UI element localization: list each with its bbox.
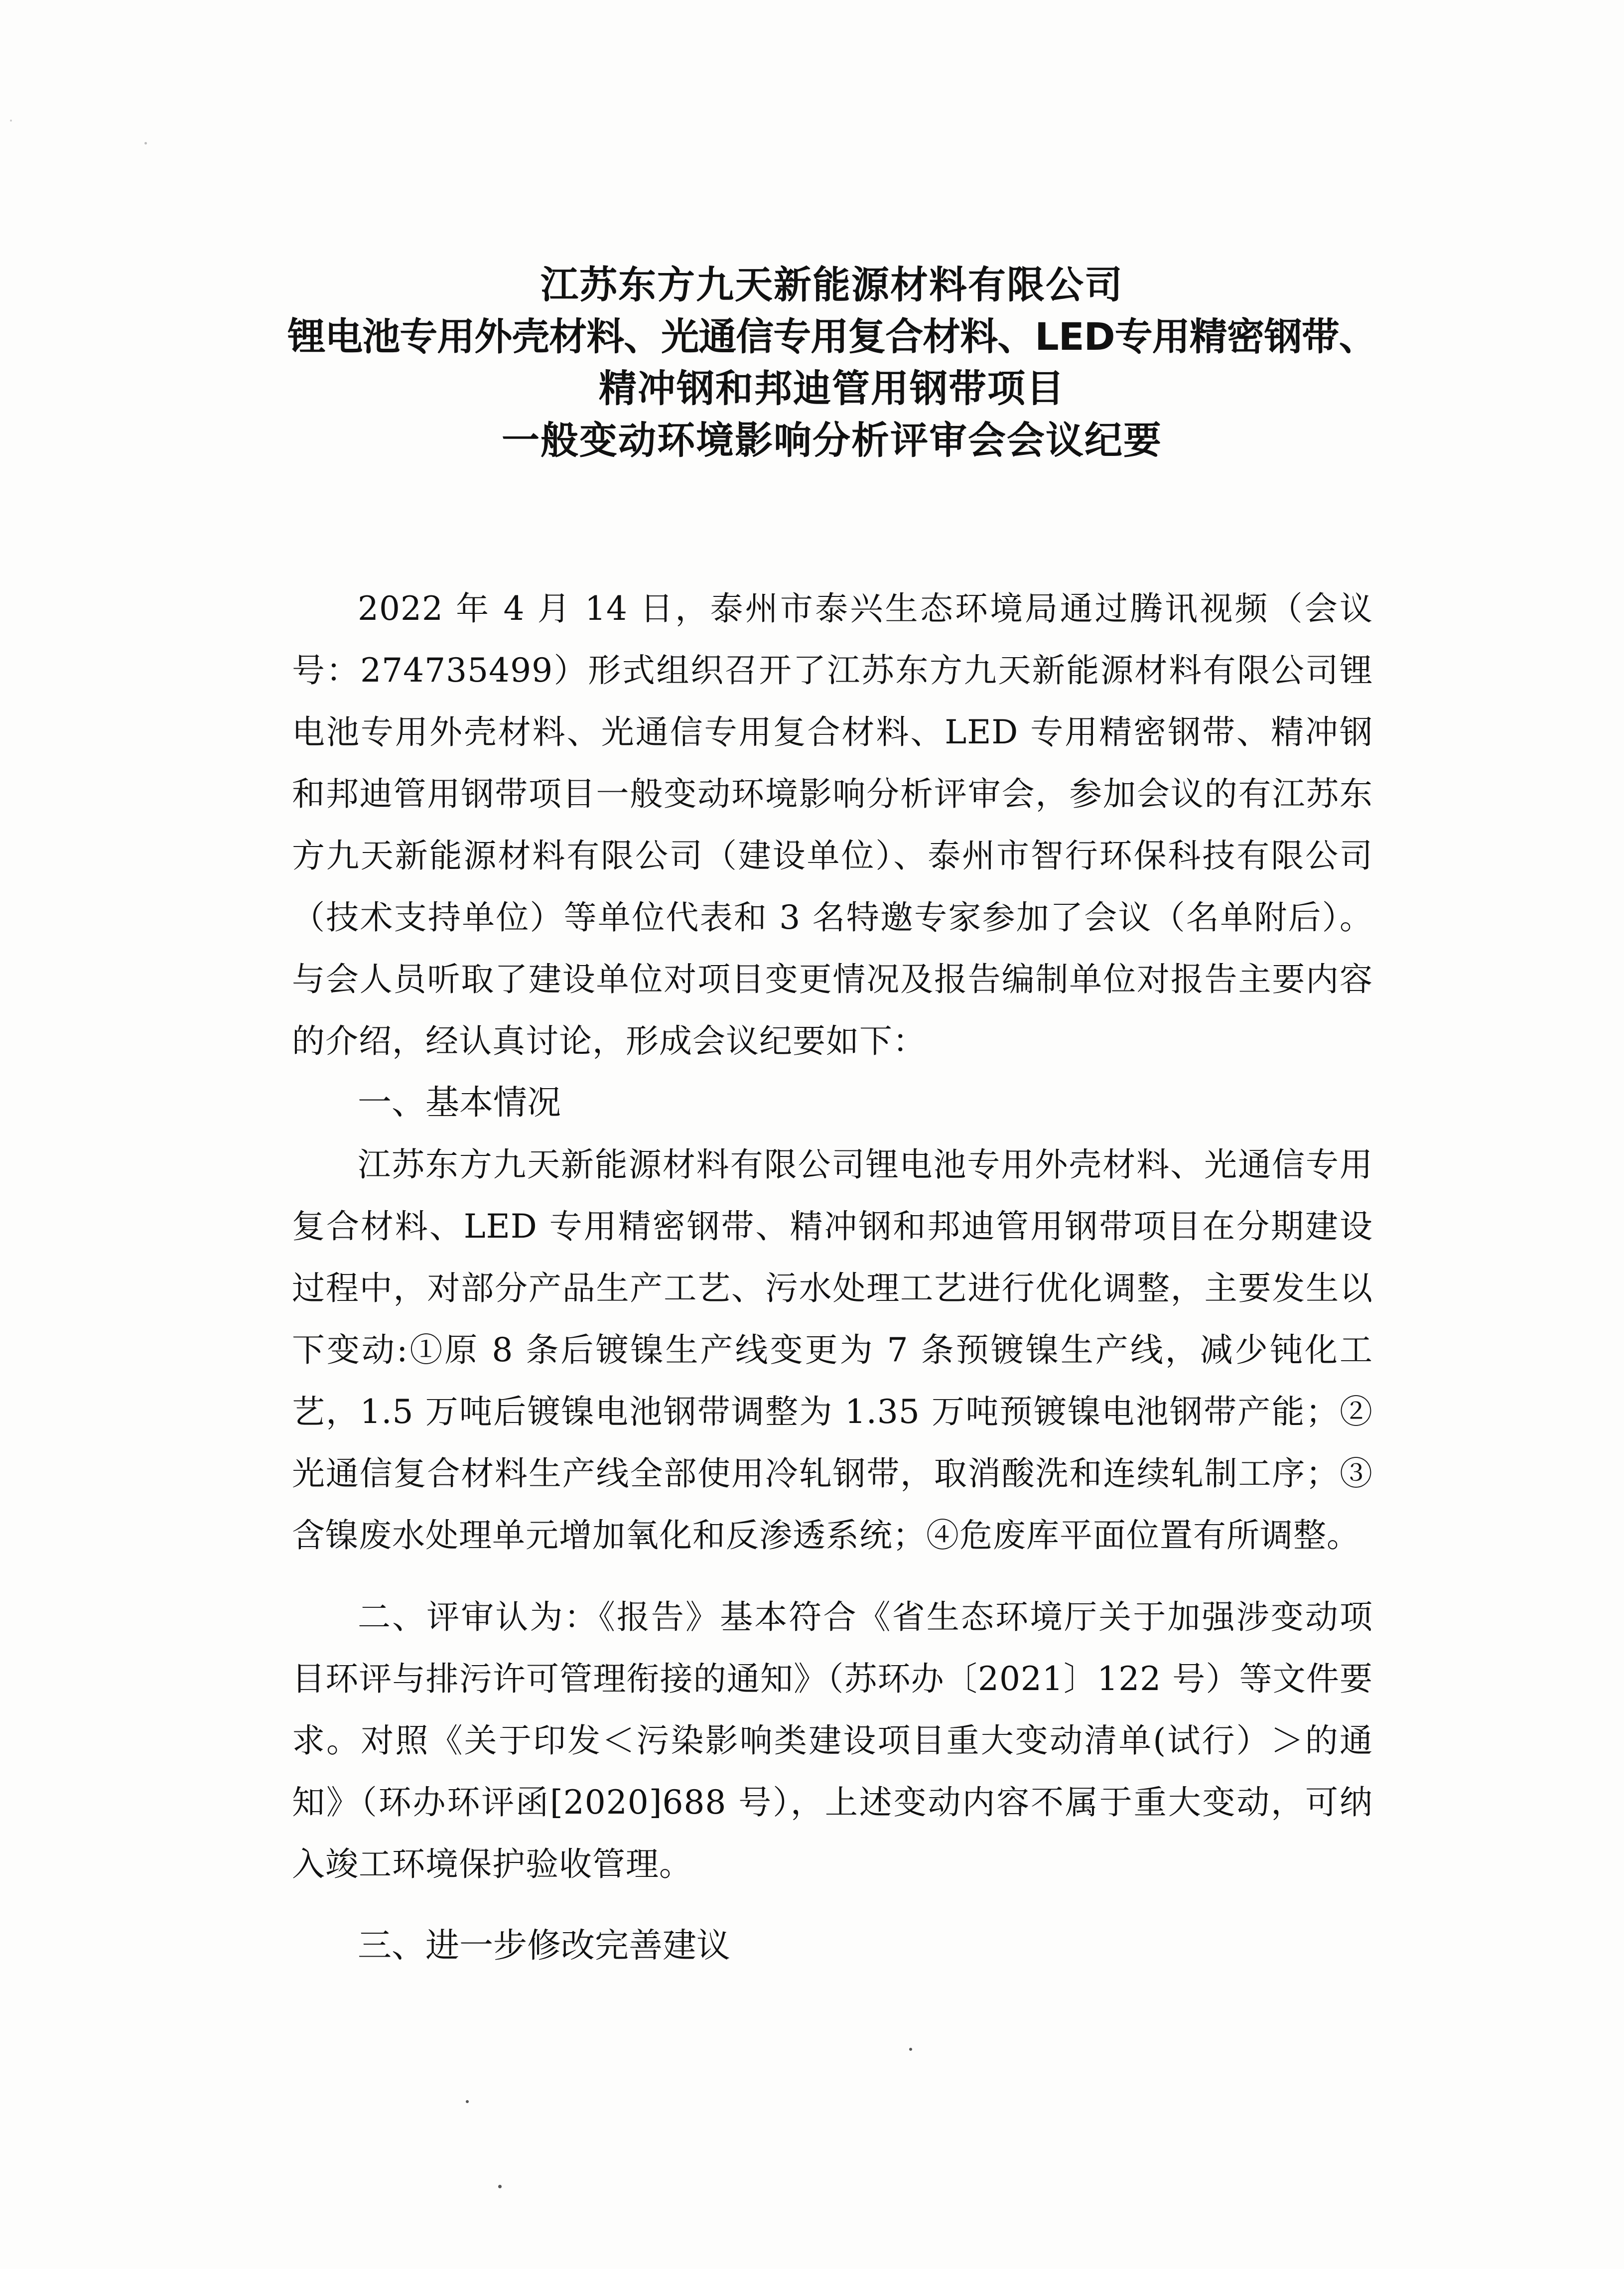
title-line-project: 精冲钢和邦迪管用钢带项目	[599, 366, 1065, 411]
title-line-meeting: 一般变动环境影响分析评审会会议纪要	[502, 418, 1162, 462]
scan-speck	[144, 142, 147, 144]
section-basic-paragraph: 江苏东方九天新能源材料有限公司锂电池专用外壳材料、光通信专用复合材料、LED 专用精密钢带、精冲钢和邦迪管用钢带项目在分期建设过程中，对部分产品生产工艺、污水处理工艺进行优化调整，主要发生以下变动:①原 8 条后镀镍生产线变更为 7 条预镀镍生产线，减少钝化工艺，1.5 万吨后镀镍电池钢带调整为 1.35 万吨预镀镍电池钢带产能；②光通信复合材料生产线全部使用冷轧钢带，取消酸洗和连续轧制工序；③含镍废水处理单元增加氧化和反渗透系统；④危废库平面位置有所调整。	[292, 1145, 1373, 1555]
intro-paragraph: 2022 年 4 月 14 日，泰州市泰兴生态环境局通过腾讯视频（会议号：274735499）形式组织召开了江苏东方九天新能源材料有限公司锂电池专用外壳材料、光通信专用复合材料、LED 专用精密钢带、精冲钢和邦迪管用钢带项目一般变动环境影响分析评审会，参加会议的有江苏东方九天新能源材料有限公司（建设单位）、泰州市智行环保科技有限公司（技术支持单位）等单位代表和 3 名特邀专家参加了会议（名单附后）。与会人员听取了建设单位对项目变更情况及报告编制单位对报告主要内容的介绍，经认真讨论，形成会议纪要如下：	[292, 589, 1373, 1060]
scan-speck	[498, 2185, 502, 2188]
title-line-products: 锂电池专用外壳材料、光通信专用复合材料、LED专用精密钢带、	[287, 314, 1376, 359]
scan-speck	[10, 120, 12, 122]
scan-speck	[909, 2048, 912, 2051]
document-title	[259, 259, 1405, 466]
document-body	[292, 578, 1373, 1977]
section-review-paragraph: 二、评审认为：《报告》基本符合《省生态环境厅关于加强涉变动项目环评与排污许可管理衔接的通知》（苏环办〔2021〕122 号）等文件要求。对照《关于印发＜污染影响类建设项目重大变动清单(试行）＞的通知》（环办环评函[2020]688 号），上述变动内容不属于重大变动，可纳入竣工环境保护验收管理。	[292, 1598, 1373, 1883]
scan-speck	[466, 2100, 469, 2103]
title-line-company: 江苏东方九天新能源材料有限公司	[541, 263, 1123, 307]
section-heading-suggestions: 三、进一步修改完善建议	[358, 1926, 731, 1966]
section-heading-basic: 一、基本情况	[358, 1083, 561, 1123]
